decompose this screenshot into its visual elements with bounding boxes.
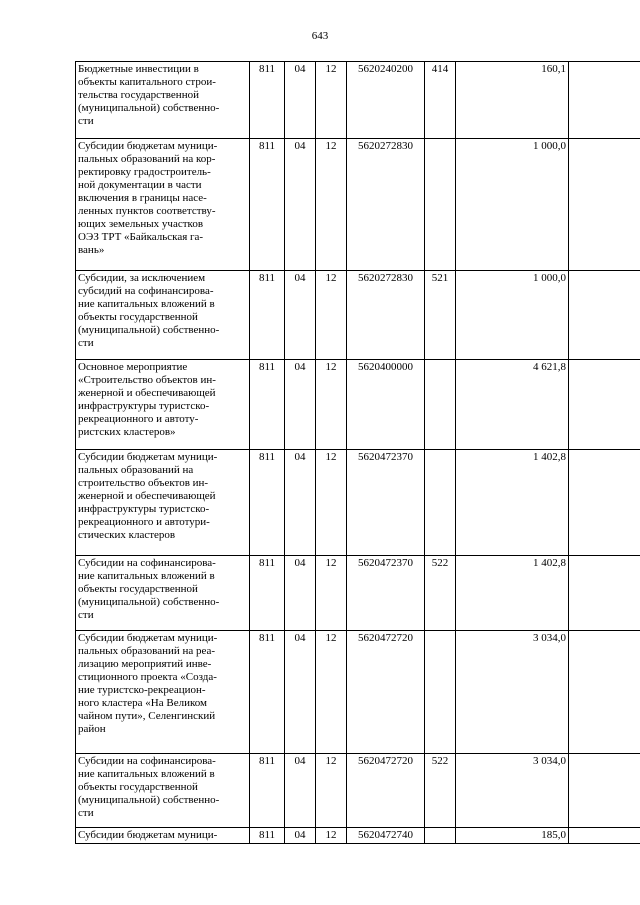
extra-cell <box>569 631 640 754</box>
row-name-cell: Субсидии на софинансирова- ние капитальных вложений в объекты государственной (муниципальной) собственно- сти <box>76 754 250 828</box>
expense-type-cell: 414 <box>425 62 456 139</box>
table-row <box>76 62 640 139</box>
sum-cell: 1 000,0 <box>456 271 569 360</box>
subsection-cell: 12 <box>316 62 347 139</box>
extra-cell <box>569 360 640 450</box>
row-name-cell: Субсидии на софинансирова- ние капитальных вложений в объекты государственной (муниципальной) собственно- сти <box>76 556 250 631</box>
section-cell: 04 <box>285 828 316 844</box>
expense-type-cell <box>425 631 456 754</box>
subsection-cell: 12 <box>316 556 347 631</box>
extra-cell <box>569 271 640 360</box>
budget-table <box>75 61 640 844</box>
section-cell: 04 <box>285 271 316 360</box>
page-number: 643 <box>311 30 329 42</box>
sum-cell: 3 034,0 <box>456 754 569 828</box>
sum-cell: 1 402,8 <box>456 556 569 631</box>
extra-cell <box>569 754 640 828</box>
subsection-cell: 12 <box>316 360 347 450</box>
expense-type-cell <box>425 450 456 556</box>
extra-cell <box>569 450 640 556</box>
row-name-cell: Основное мероприятие «Строительство объектов ин- женерной и обеспечивающей инфраструктуры туристско- рекреационного и автоту- ристских кластеров» <box>76 360 250 450</box>
target-article-cell: 5620472720 <box>347 754 425 828</box>
table-row <box>76 271 640 360</box>
grbs-cell: 811 <box>250 271 285 360</box>
grbs-cell: 811 <box>250 556 285 631</box>
grbs-cell: 811 <box>250 631 285 754</box>
row-name-cell: Бюджетные инвестиции в объекты капитального строи- тельства государственной (муниципальной) собственно- сти <box>76 62 250 139</box>
subsection-cell: 12 <box>316 631 347 754</box>
target-article-cell: 5620400000 <box>347 360 425 450</box>
section-cell: 04 <box>285 62 316 139</box>
grbs-cell: 811 <box>250 360 285 450</box>
expense-type-cell <box>425 360 456 450</box>
sum-cell: 160,1 <box>456 62 569 139</box>
grbs-cell: 811 <box>250 828 285 844</box>
expense-type-cell: 521 <box>425 271 456 360</box>
table-row <box>76 631 640 754</box>
row-name-cell: Субсидии бюджетам муници- <box>76 828 250 844</box>
expense-type-cell <box>425 828 456 844</box>
subsection-cell: 12 <box>316 754 347 828</box>
sum-cell: 1 402,8 <box>456 450 569 556</box>
row-name-cell: Субсидии бюджетам муници- пальных образований на строительство объектов ин- женерной и обеспечивающей инфраструктуры туристско- рекреационного и автотури- стических кластеров <box>76 450 250 556</box>
target-article-cell: 5620272830 <box>347 271 425 360</box>
table-row <box>76 360 640 450</box>
section-cell: 04 <box>285 556 316 631</box>
section-cell: 04 <box>285 631 316 754</box>
subsection-cell: 12 <box>316 828 347 844</box>
extra-cell <box>569 139 640 271</box>
sum-cell: 185,0 <box>456 828 569 844</box>
section-cell: 04 <box>285 754 316 828</box>
section-cell: 04 <box>285 139 316 271</box>
extra-cell <box>569 556 640 631</box>
expense-type-cell: 522 <box>425 556 456 631</box>
target-article-cell: 5620472720 <box>347 631 425 754</box>
extra-cell <box>569 828 640 844</box>
target-article-cell: 5620472370 <box>347 556 425 631</box>
expense-type-cell: 522 <box>425 754 456 828</box>
sum-cell: 1 000,0 <box>456 139 569 271</box>
sum-cell: 3 034,0 <box>456 631 569 754</box>
sum-cell: 4 621,8 <box>456 360 569 450</box>
target-article-cell: 5620472370 <box>347 450 425 556</box>
row-name-cell: Субсидии бюджетам муници- пальных образований на реа- лизацию мероприятий инве- стиционного проекта «Созда- ние туристско-рекреацион- ного кластера «На Великом чайном пути», Селенгинский район <box>76 631 250 754</box>
expense-type-cell <box>425 139 456 271</box>
table-row <box>76 450 640 556</box>
target-article-cell: 5620240200 <box>347 62 425 139</box>
extra-cell <box>569 62 640 139</box>
table-row <box>76 828 640 844</box>
section-cell: 04 <box>285 450 316 556</box>
row-name-cell: Субсидии бюджетам муници- пальных образований на кор- ректировку градостроитель- ной документации в части включения в границы насе- ленных пунктов соответству- ющих земельных участков ОЭЗ ТРТ «Байкальская га- вань» <box>76 139 250 271</box>
row-name-cell: Субсидии, за исключением субсидий на софинансирова- ние капитальных вложений в объекты государственной (муниципальной) собственно- сти <box>76 271 250 360</box>
subsection-cell: 12 <box>316 271 347 360</box>
grbs-cell: 811 <box>250 754 285 828</box>
target-article-cell: 5620472740 <box>347 828 425 844</box>
subsection-cell: 12 <box>316 139 347 271</box>
subsection-cell: 12 <box>316 450 347 556</box>
table-row <box>76 139 640 271</box>
section-cell: 04 <box>285 360 316 450</box>
grbs-cell: 811 <box>250 62 285 139</box>
table-row <box>76 754 640 828</box>
table-row <box>76 556 640 631</box>
grbs-cell: 811 <box>250 139 285 271</box>
target-article-cell: 5620272830 <box>347 139 425 271</box>
grbs-cell: 811 <box>250 450 285 556</box>
